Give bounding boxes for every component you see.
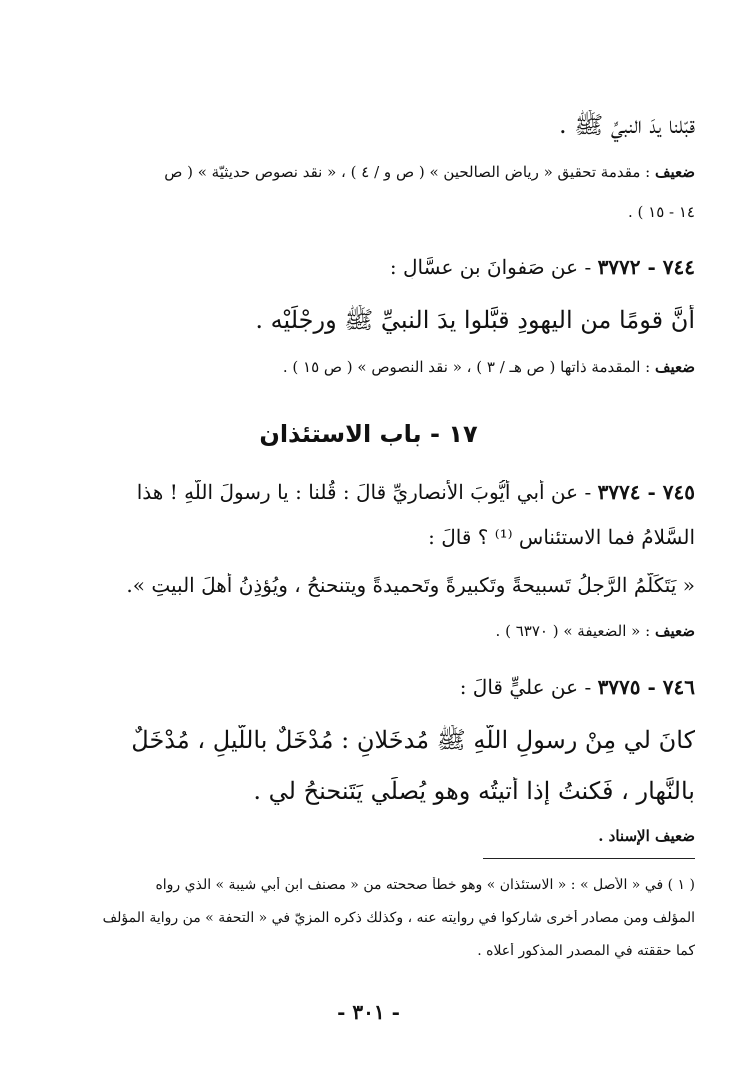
hadith-number: ٧٤٤ - ٣٧٧٢: [597, 255, 695, 279]
hadith-745-matn: « يَتَكَلَّمُ الرَّجلُ تَسبيحةً وتَكبيرةً وتَحميدةً ويتنحنحُ ، ويُؤذِنُ أهلَ البيتِ ».: [126, 573, 695, 597]
hadith-number: ٧٤٦ - ٣٧٧٥: [597, 675, 695, 699]
footnote-line: المؤلف ومن مصادر أُخرى شاركوا في روايته عنه ، وكذلك ذكره المزيّ في « التحفة » من رواية المؤلف: [102, 910, 695, 926]
grade-line: ضعيف : « الضعيفة » ( ٦٣٧٠ ) .: [495, 622, 695, 640]
grade-label: ضعيف: [654, 358, 695, 376]
grade-line: ضعيف : مقدمة تحقيق « رياض الصالحين » ( ص و / ٤ ) ، « نقد نصوص حديثيّة » ( ص: [164, 163, 695, 181]
text-line: قبّلنا يدَ النبيِّ ﷺ .: [558, 111, 695, 139]
grade-line: ضعيف : المقدمة ذاتها ( ص هـ / ٣ ) ، « نقد النصوص » ( ص ١٥ ) .: [282, 358, 695, 376]
hadith-745-intro: ٧٤٥ - ٣٧٧٤ - عن أبي أيُّوبَ الأنصاريِّ قالَ : قُلنا : يا رسولَ اللّهِ ! هذا: [136, 480, 695, 504]
hadith-number: ٧٤٥ - ٣٧٧٤: [597, 480, 695, 504]
hadith-746-matn-1: كانَ لي مِنْ رسولِ اللّهِ ﷺ مُدخَلانِ : مُدْخَلٌ باللَّيلِ ، مُدْخَلٌ: [131, 726, 695, 754]
grade-line: [42, 827, 695, 845]
text-line: السَّلامُ فما الاستئناس ⁽¹⁾ ؟ قالَ :: [428, 525, 695, 549]
grade-label: ضعيف: [654, 163, 695, 181]
hadith-744-matn: أنَّ قومًا من اليهودِ قبَّلوا يدَ النبيِّ ﷺ ورجْلَيْه .: [255, 306, 695, 334]
text-line: ١٤ - ١٥ ) .: [627, 203, 695, 221]
footnote-divider: [483, 858, 695, 859]
hadith-746-intro: ٧٤٦ - ٣٧٧٥ - عن عليٍّ قالَ :: [459, 675, 695, 699]
chapter-heading: ١٧ - باب الاستئذان: [259, 420, 478, 448]
grade-label: ضعيف: [654, 622, 695, 640]
page-number: - ٣٠١ -: [337, 1000, 400, 1024]
hadith-746-matn-2: بالنَّهارِ ، فَكنتُ إذا أتيتُه وهو يُصلِّي يَتَنحنحُ لي .: [253, 777, 695, 805]
grade-label: ضعيف الإسناد .: [598, 827, 695, 845]
footnote-line: ( ١ ) في « الأَصل » : « الاستئذان » وهو خطأ صححته من « مصنف ابن أَبي شيبة » الذي رواه: [155, 877, 695, 893]
hadith-744-intro: ٧٤٤ - ٣٧٧٢ - عن صَفوانَ بنِ عسَّالٍ :: [389, 255, 695, 279]
footnote-line: كما حققته في المصدر المذكور أعلاه .: [477, 943, 695, 959]
